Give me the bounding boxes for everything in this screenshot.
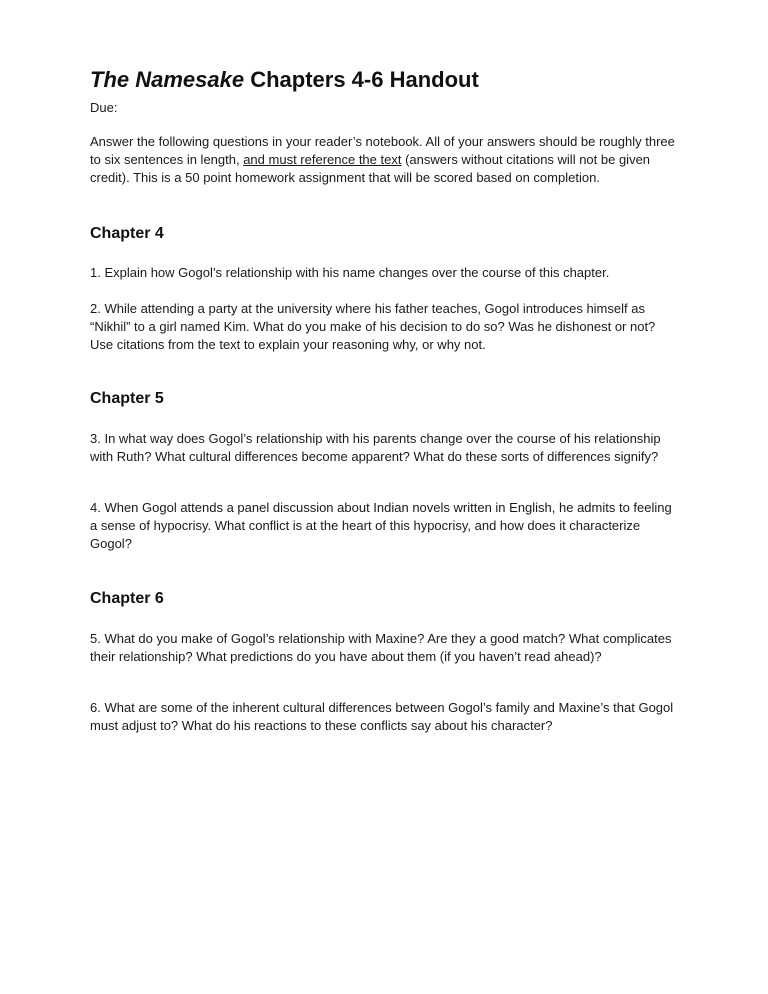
due-label: Due: <box>90 100 118 115</box>
question-1: 1. Explain how Gogol’s relationship with his name changes over the course of this chapter. <box>90 265 610 280</box>
question-3: 3. In what way does Gogol’s relationship with his parents change over the course of his relationship with Ruth? What cultural differences become apparent? What do these sorts of differences signify? <box>90 431 661 464</box>
page-title <box>90 66 690 94</box>
question-4: 4. When Gogol attends a panel discussion about Indian novels written in English, he admits to feeling a sense of hypocrisy. What conflict is at the heart of this hypocrisy, and how does it characterize Gogol? <box>90 500 672 551</box>
handout-page <box>90 66 690 187</box>
question-6: 6. What are some of the inherent cultural differences between Gogol’s family and Maxine’s that Gogol must adjust to? What do his reactions to these conflicts say about his character? <box>90 700 674 733</box>
intro-paragraph <box>90 133 680 187</box>
chapter-6-heading: Chapter 6 <box>90 590 164 607</box>
question-2: 2. While attending a party at the university where his father teaches, Gogol introduces himself as “Nikhil” to a girl named Kim. What do you make of his decision to do so? Was he dishonest or not? Use citations from the text to explain your reasoning why, or why not. <box>90 301 656 352</box>
title-suffix: Chapters 4-6 Handout <box>244 67 479 92</box>
question-5: 5. What do you make of Gogol’s relationship with Maxine? Are they a good match? What complicates their relationship? What predictions do you have about them (if you haven’t read ahead)? <box>90 631 672 664</box>
chapter-5-heading: Chapter 5 <box>90 390 164 407</box>
intro-text-start: Answer the following questions in your reader’s notebook. All of your answers should be roughly three to six sentences in length, <box>90 134 675 167</box>
chapter-4-heading: Chapter 4 <box>90 225 164 242</box>
intro-text-end: (answers without citations will not be given credit). This is a 50 point homework assignment that will be scored based on completion. <box>90 152 651 185</box>
book-title: The Namesake <box>90 67 245 92</box>
intro-underlined-text: and must reference the text <box>243 152 402 167</box>
